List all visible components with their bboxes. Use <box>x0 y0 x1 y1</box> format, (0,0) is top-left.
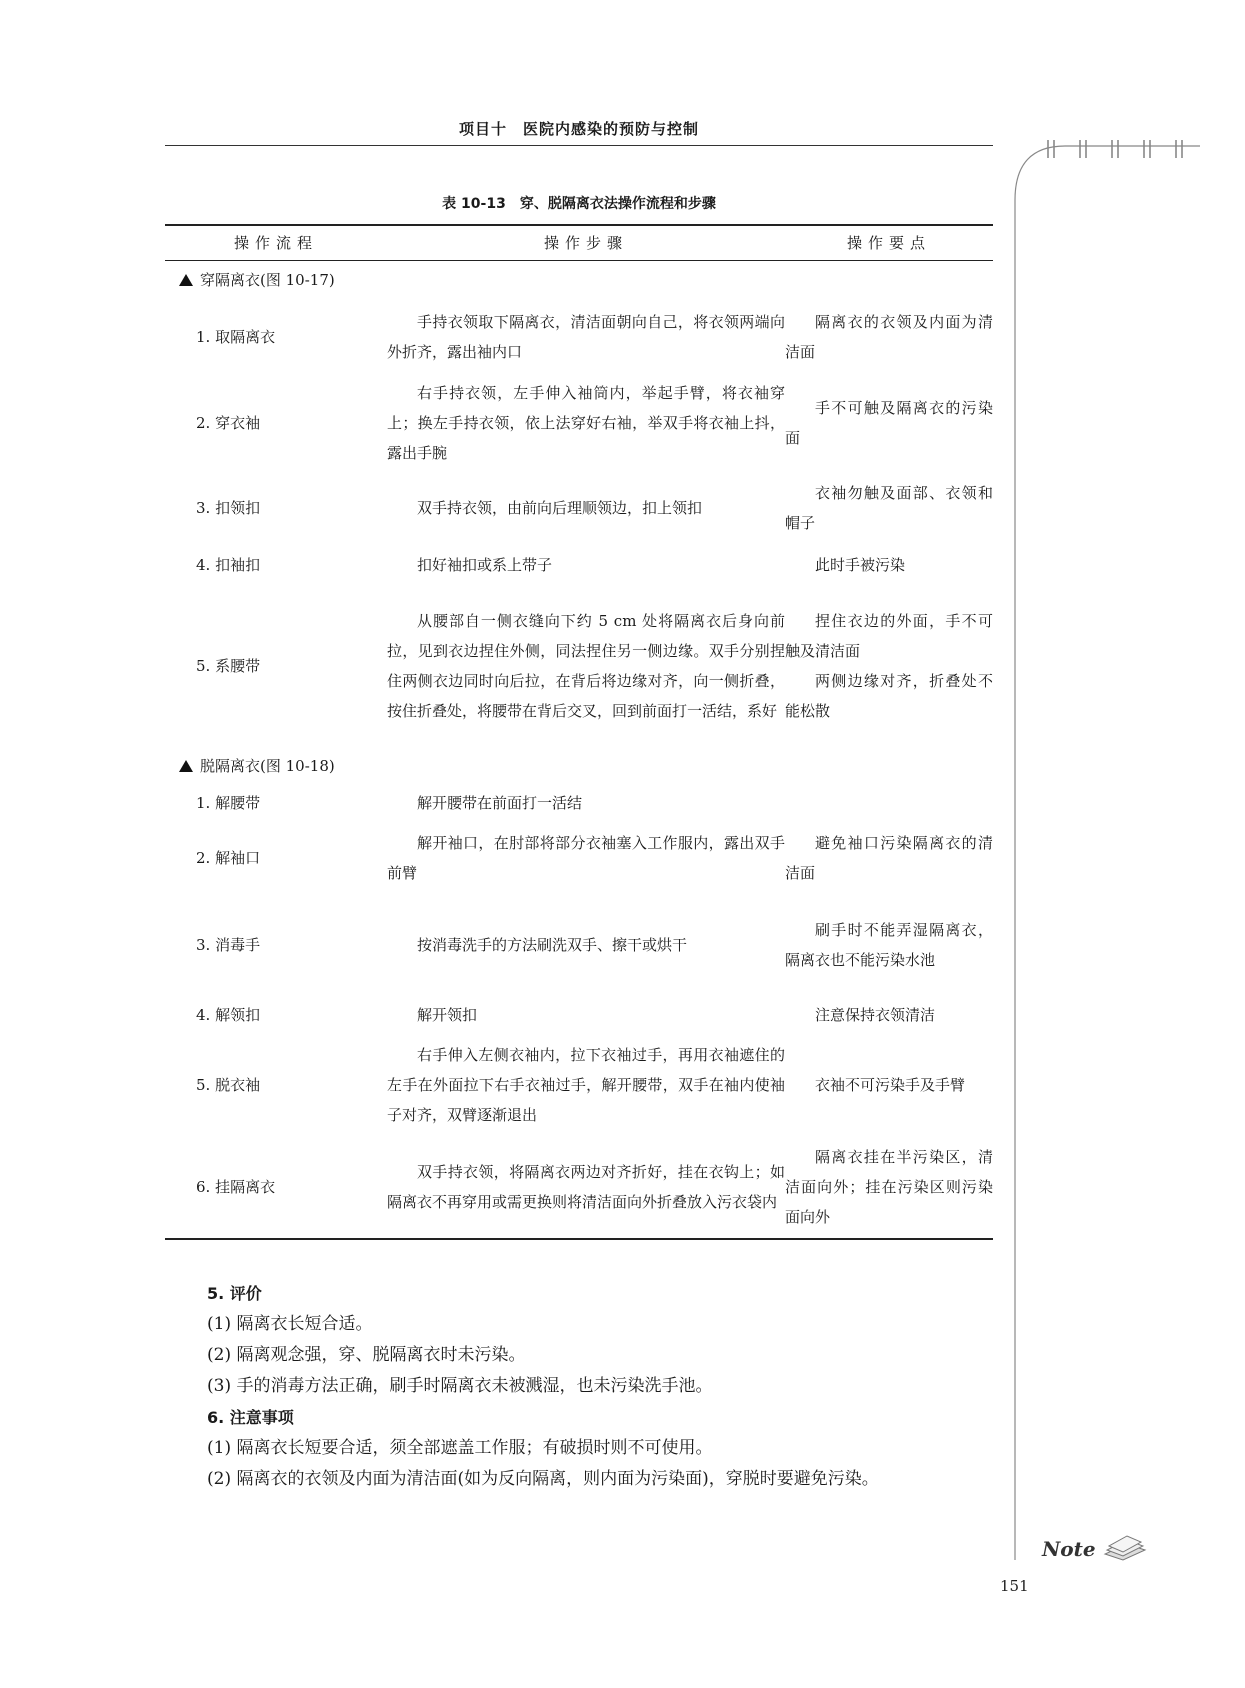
note-text: 此时手被污染 <box>815 556 906 574</box>
note-text: 两侧边缘对齐，折叠处不能松散 <box>785 672 993 720</box>
step-cell: 双手持衣领，将隔离衣两边对齐折好，挂在衣钩上；如隔离衣不再穿用或需更换则将清洁面向外折叠放入污衣袋内 <box>387 1135 785 1239</box>
note-text: 隔离衣挂在半污染区，清洁面向外；挂在污染区则污染面向外 <box>785 1147 993 1226</box>
section-label: 脱隔离衣(图 10-18) <box>200 757 335 775</box>
section-row <box>165 261 993 300</box>
section-row <box>165 747 993 785</box>
flow-cell: 3. 消毒手 <box>196 936 261 954</box>
note-text: 捏住衣边的外面，手不可触及清洁面 <box>785 612 993 660</box>
flow-cell: 5. 脱衣袖 <box>196 1076 261 1094</box>
paragraph: (1) 隔离衣长短合适。 <box>207 1314 373 1334</box>
section-label: 穿隔离衣(图 10-17) <box>200 271 335 289</box>
step-cell: 右手伸入左侧衣袖内，拉下衣袖过手，再用衣袖遮住的左手在外面拉下右手衣袖过手，解开腰带，双手在袖内使袖子对齐，双臂逐渐退出 <box>387 1046 785 1124</box>
note-text: 隔离衣的衣领及内面为清洁面 <box>785 313 993 361</box>
paragraph: (2) 隔离观念强，穿、脱隔离衣时未污染。 <box>207 1345 526 1365</box>
section-heading: 5. 评价 <box>207 1284 262 1303</box>
step-cell: 手持衣领取下隔离衣，清洁面朝向自己，将衣领两端向外折齐，露出袖内口 <box>387 313 785 361</box>
flow-cell: 1. 解腰带 <box>196 794 261 812</box>
note-text: 衣袖勿触及面部、衣领和帽子 <box>785 484 993 532</box>
flow-cell: 6. 挂隔离衣 <box>165 1135 387 1239</box>
table-row <box>165 585 993 747</box>
step-cell: 右手持衣领，左手伸入袖筒内，举起手臂，将衣袖穿上；换左手持衣领，依上法穿好右袖，举双手将衣袖上抖，露出手腕 <box>387 384 785 462</box>
table-row <box>165 995 993 1035</box>
note-text: 避免袖口污染隔离衣的清洁面 <box>785 834 993 882</box>
step-cell: 按消毒洗手的方法刷洗双手、擦干或烘干 <box>417 936 688 954</box>
section-heading: 6. 注意事项 <box>207 1408 294 1427</box>
flow-cell: 3. 扣领扣 <box>196 499 261 517</box>
note-label: Note <box>1042 1537 1096 1561</box>
body-text <box>165 1278 993 1495</box>
column-header: 操作流程 <box>165 225 387 261</box>
table-row <box>165 895 993 995</box>
note-text: 注意保持衣领清洁 <box>815 1006 936 1024</box>
book-icon <box>1103 1532 1147 1562</box>
step-cell: 解开腰带在前面打一活结 <box>417 794 583 812</box>
running-head: 项目十 医院内感染的预防与控制 <box>458 120 699 138</box>
step-cell: 扣好袖扣或系上带子 <box>417 556 553 574</box>
column-header: 操作步骤 <box>387 225 785 261</box>
step-cell: 双手持衣领，由前向后理顺领边，扣上领扣 <box>417 499 703 517</box>
step-cell: 解开领扣 <box>417 1006 478 1024</box>
flow-cell: 2. 穿衣袖 <box>196 414 261 432</box>
table-row <box>165 299 993 375</box>
step-cell: 从腰部自一侧衣缝向下约 5 cm 处将隔离衣后身向前拉，见到衣边捏住外侧，同法捏住另一侧边缘。双手分别捏住两侧衣边同时向后拉，在背后将边缘对齐，向一侧折叠，按住折叠处，将腰带在背后交叉，回到前面打一活结，系好 <box>387 612 785 720</box>
paragraph: (2) 隔离衣的衣领及内面为清洁面(如为反向隔离，则内面为污染面)，穿脱时要避免污染。 <box>207 1469 879 1489</box>
table-row <box>165 1035 993 1135</box>
note-text: 手不可触及隔离衣的污染面 <box>785 399 993 447</box>
page-number: 151 <box>1000 1577 1029 1595</box>
table-row <box>165 471 993 545</box>
table-row <box>165 785 993 821</box>
header-rule <box>165 145 993 146</box>
table-title: 表 10-13 穿、脱隔离衣法操作流程和步骤 <box>442 196 716 212</box>
note-logo <box>1042 1532 1147 1562</box>
flow-cell: 4. 扣袖扣 <box>196 556 261 574</box>
procedure-table <box>165 224 993 1240</box>
paragraph: (3) 手的消毒方法正确，刷手时隔离衣未被溅湿，也未污染洗手池。 <box>207 1376 713 1396</box>
triangle-icon <box>179 274 193 286</box>
flow-cell: 2. 解袖口 <box>196 849 261 867</box>
step-cell: 解开袖口，在肘部将部分衣袖塞入工作服内，露出双手前臂 <box>387 834 785 882</box>
triangle-icon <box>179 760 193 772</box>
note-text: 刷手时不能弄湿隔离衣，隔离衣也不能污染水池 <box>785 921 993 969</box>
flow-cell: 5. 系腰带 <box>196 657 261 675</box>
note-text: 衣袖不可污染手及手臂 <box>815 1076 966 1094</box>
table-row <box>165 375 993 471</box>
flow-cell: 4. 解领扣 <box>196 1006 261 1024</box>
column-header: 操作要点 <box>785 225 993 261</box>
flow-cell: 1. 取隔离衣 <box>196 328 276 346</box>
paragraph: (1) 隔离衣长短要合适，须全部遮盖工作服；有破损时则不可使用。 <box>207 1438 713 1458</box>
table-row <box>165 545 993 585</box>
table-row <box>165 821 993 895</box>
margin-decoration <box>1010 140 1210 1560</box>
table-row <box>165 1135 993 1239</box>
